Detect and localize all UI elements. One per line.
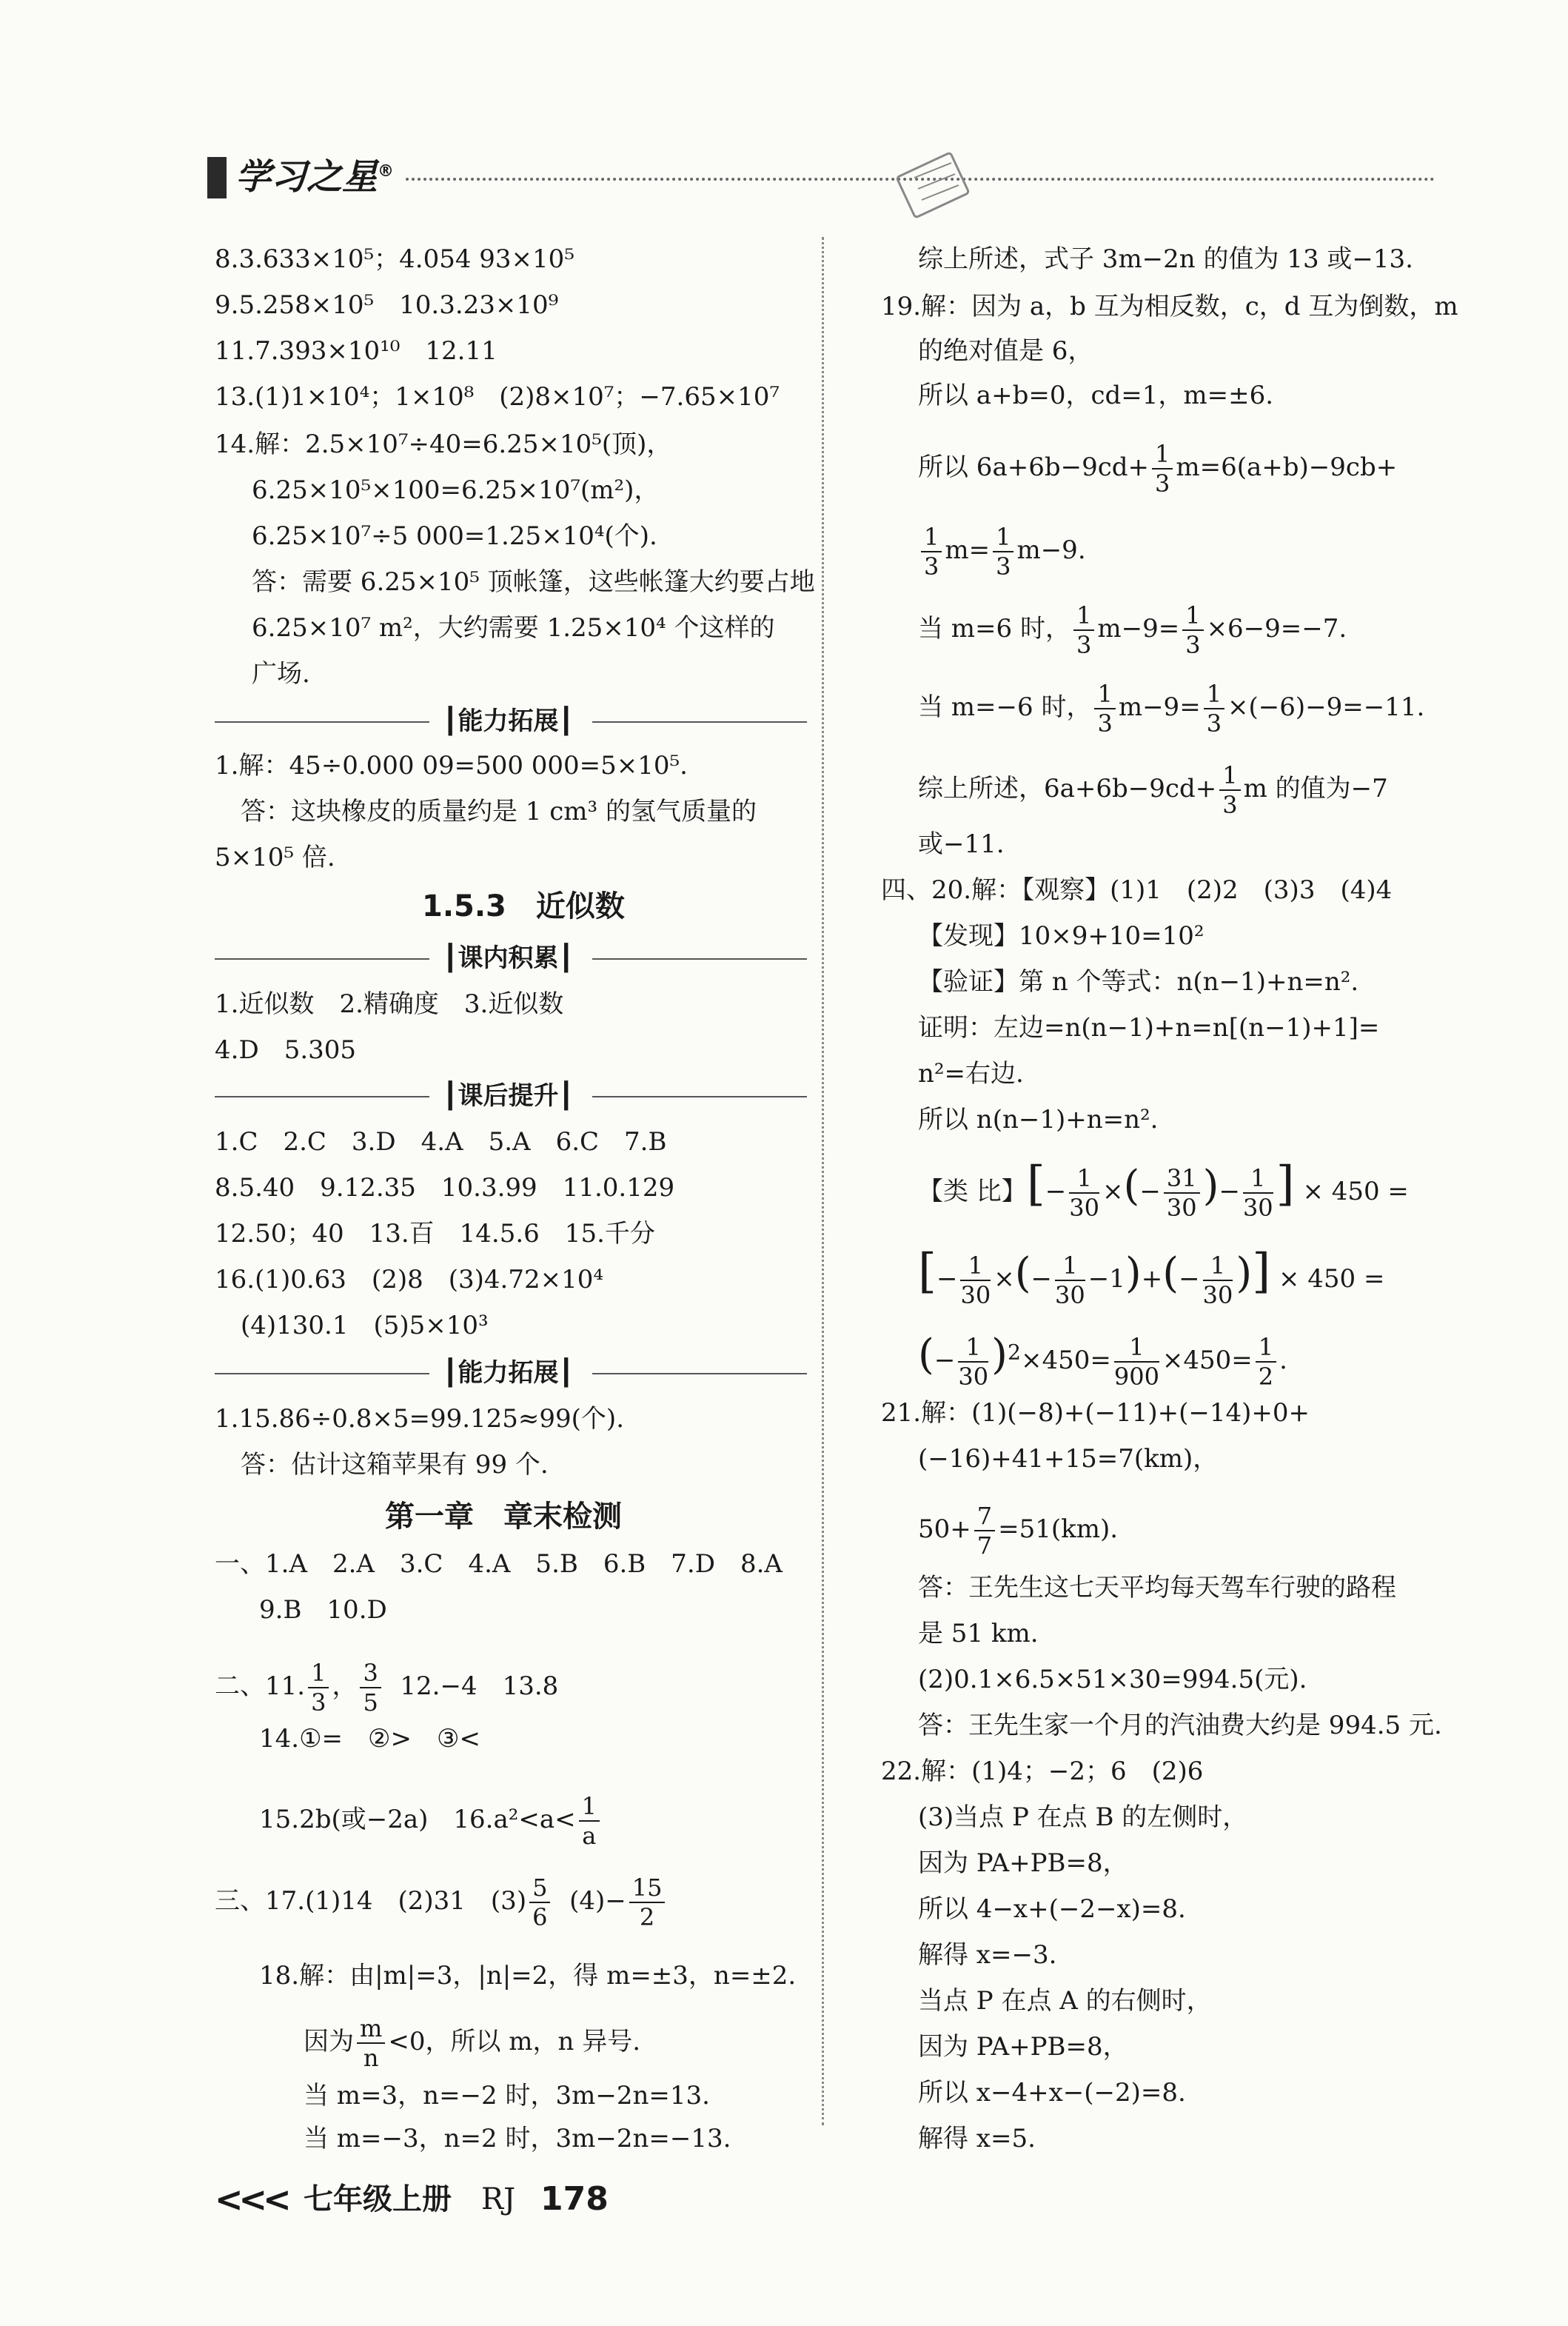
fraction-1-3: $\frac{1}{3}$ (921, 523, 942, 581)
header-bar-icon (207, 157, 227, 198)
section-rule-right (592, 958, 807, 960)
q19-line6: 当 m=6 时， $\frac{1}{3}$ m−9= $\frac{1}{3}$ ×6−9=−7. (918, 601, 1347, 659)
ch-q11-12-13: 二、11. $\frac{1}{3}$ ， $\frac{3}{5}$ 12.−4 13.8 (215, 1659, 559, 1717)
kehou-line3: 12.50；40 13.百 14.5.6 15.千分 (215, 1219, 655, 1249)
section-rule-right (592, 721, 807, 723)
fraction-m-n: $\frac{m}{n}$ (357, 2014, 385, 2072)
q21-line6: (2)0.1×6.5×51×30=994.5(元). (918, 1665, 1307, 1694)
section-header-nengli-1 (215, 705, 807, 738)
ch-part1-line1: 一、1.A 2.A 3.C 4.A 5.B 6.B 7.D 8.A (215, 1549, 783, 1579)
ch-q14: 14.①= ②> ③< (259, 1724, 480, 1754)
fraction-1-2: $\frac{1}{2}$ (1256, 1333, 1276, 1391)
q22-line7: 因为 PA+PB=8， (918, 2032, 1128, 2062)
answer-8: 8.3.633×10⁵；4.054 93×10⁵ (215, 244, 574, 274)
section-label: ┃能力拓展┃ (443, 1358, 574, 1388)
fraction-1-3: $\frac{1}{3}$ (1073, 601, 1094, 659)
fraction-1-30: $\frac{1}{30}$ (1055, 1251, 1085, 1309)
q20-analogy-line2: [− $\frac{1}{30}$ ×(− $\frac{1}{30}$ −1)+(− $\frac{1}{30}$ )] × 450 = (918, 1244, 1385, 1309)
section-label: ┃能力拓展┃ (443, 706, 574, 736)
q20-line4: 证明：左边=n(n−1)+n=n[(n−1)+1]= (918, 1013, 1380, 1043)
registered-mark: ® (378, 162, 395, 181)
q21-line7: 答：王先生家一个月的汽油费大约是 994.5 元. (918, 1711, 1442, 1740)
fraction-1-3: $\frac{1}{3}$ (1152, 440, 1173, 498)
fraction-1-3: $\frac{1}{3}$ (1094, 680, 1115, 738)
q20-line5: n²=右边. (918, 1059, 1024, 1089)
fraction-1-900: $\frac{1}{900}$ (1113, 1333, 1159, 1391)
kenei-line2: 4.D 5.305 (215, 1035, 357, 1065)
q22-line5: 解得 x=−3. (918, 1940, 1057, 1970)
q19-line2: 的绝对值是 6， (918, 336, 1093, 366)
section-rule-left (215, 721, 429, 723)
q19-line3: 所以 a+b=0，cd=1，m=±6. (918, 381, 1274, 410)
section-label: ┃课内积累┃ (443, 943, 574, 973)
answer-14-line4: 答：需要 6.25×10⁵ 顶帐篷，这些帐篷大约要占地 (252, 567, 815, 597)
fraction-1-30: $\frac{1}{30}$ (958, 1333, 989, 1391)
fraction-1-3: $\frac{1}{3}$ (993, 523, 1013, 581)
answer-14-line2: 6.25×10⁵×100=6.25×10⁷(m²)， (252, 475, 660, 505)
answer-14-line6: 广场. (252, 659, 310, 689)
ch-q18-line2: 因为 $\frac{m}{n}$ <0，所以 m，n 异号. (304, 2014, 641, 2072)
answer-9-10: 9.5.258×10⁵ 10.3.23×10⁹ (215, 290, 559, 320)
nengli1-line2: 答：这块橡皮的质量约是 1 cm³ 的氢气质量的 (241, 797, 757, 826)
section-rule-right (592, 1373, 807, 1374)
ch-q18-line1: 18.解：由|m|=3，|n|=2，得 m=±3，n=±2. (259, 1961, 797, 1991)
q22-line4: 所以 4−x+(−2−x)=8. (918, 1894, 1186, 1924)
fraction-1-a: $\frac{1}{a}$ (579, 1792, 600, 1850)
q22-line1: 22.解：(1)4；−2；6 (2)6 (881, 1757, 1204, 1786)
fraction-7-7: $\frac{7}{7}$ (974, 1502, 995, 1560)
q21-line3: 50+ $\frac{7}{7}$ =51(km). (918, 1502, 1119, 1560)
column-divider (822, 237, 824, 2125)
fraction-15-2: $\frac{15}{2}$ (629, 1874, 666, 1931)
q22-line8: 所以 x−4+x−(−2)=8. (918, 2078, 1186, 2108)
ch-q18-line4: 当 m=−3，n=2 时，3m−2n=−13. (304, 2124, 731, 2153)
q19-line5: $\frac{1}{3}$ m= $\frac{1}{3}$ m−9. (918, 523, 1086, 581)
ch-part1-line2: 9.B 10.D (259, 1595, 387, 1625)
fraction-1-30: $\frac{1}{30}$ (1202, 1251, 1233, 1309)
section-rule-left (215, 1096, 429, 1097)
q21-line2: (−16)+41+15=7(km)， (918, 1444, 1219, 1474)
q21-line4: 答：王先生这七天平均每天驾车行驶的路程 (918, 1573, 1396, 1603)
answer-11-12: 11.7.393×10¹⁰ 12.11 (215, 336, 497, 366)
fraction-3-5: $\frac{3}{5}$ (360, 1659, 381, 1717)
section-rule-left (215, 1373, 429, 1374)
fraction-1-30: $\frac{1}{30}$ (960, 1251, 991, 1309)
q22-line6: 当点 P 在点 A 的右侧时， (918, 1986, 1212, 2016)
section-title-1-5-3: 1.5.3 近似数 (422, 889, 625, 923)
q20-analogy-line1: 【类 比】[− $\frac{1}{30}$ ×(− $\frac{31}{30}$ )− $\frac{1}{30}$ ] × 450 = (918, 1157, 1409, 1222)
q19-line1: 19.解：因为 a，b 互为相反数，c，d 互为倒数，m (881, 292, 1458, 321)
fraction-1-30: $\frac{1}{30}$ (1242, 1164, 1273, 1222)
ch-q17: 三、17.(1)14 (2)31 (3) $\frac{5}{6}$ (4)− $\frac{15}{2}$ (215, 1874, 668, 1931)
kehou-line4: 16.(1)0.63 (2)8 (3)4.72×10⁴ (215, 1265, 603, 1294)
q20-line6: 所以 n(n−1)+n=n². (918, 1105, 1159, 1134)
fraction-1-30: $\frac{1}{30}$ (1069, 1164, 1099, 1222)
footer-grade: 七年级上册 (304, 2182, 452, 2216)
fraction-31-30: $\frac{31}{30}$ (1164, 1164, 1200, 1222)
q20-line3: 【验证】第 n 个等式：n(n−1)+n=n². (918, 967, 1359, 997)
q22-line9: 解得 x=5. (918, 2124, 1036, 2153)
nengli2-line1: 1.15.86÷0.8×5=99.125≈99(个). (215, 1404, 624, 1434)
section-rule-right (592, 1096, 807, 1097)
fraction-1-3: $\frac{1}{3}$ (1204, 680, 1224, 738)
q19-line8: 综上所述，6a+6b−9cd+ $\frac{1}{3}$ m 的值为−7 (918, 761, 1388, 819)
fraction-1-3: $\frac{1}{3}$ (1182, 601, 1203, 659)
footer-edition: RJ (481, 2182, 516, 2216)
q21-line5: 是 51 km. (918, 1619, 1039, 1648)
q20-line1: 四、20.解：【观察】(1)1 (2)2 (3)3 (4)4 (881, 875, 1393, 905)
section-rule-left (215, 958, 429, 960)
nengli1-line3: 5×10⁵ 倍. (215, 843, 335, 872)
header-stamp-icon (888, 148, 977, 222)
q22-line2: (3)当点 P 在点 B 的左侧时， (918, 1802, 1248, 1832)
answer-13: 13.(1)1×10⁴；1×10⁸ (2)8×10⁷；−7.65×10⁷ (215, 382, 780, 412)
section-label: ┃课后提升┃ (443, 1081, 574, 1111)
answer-14-line5: 6.25×10⁷ m²，大约需要 1.25×10⁴ 个这样的 (252, 613, 775, 643)
ch-q15-16: 15.2b(或−2a) 16.a²<a< $\frac{1}{a}$ (259, 1792, 603, 1850)
kenei-line1: 1.近似数 2.精确度 3.近似数 (215, 989, 564, 1019)
section-header-kenei (215, 942, 807, 975)
answer-14-line3: 6.25×10⁷÷5 000=1.25×10⁴(个). (252, 521, 657, 551)
kehou-line2: 8.5.40 9.12.35 10.3.99 11.0.129 (215, 1173, 675, 1203)
q19-line7: 当 m=−6 时， $\frac{1}{3}$ m−9= $\frac{1}{3}$ ×(−6)−9=−11. (918, 680, 1425, 738)
q22-line3: 因为 PA+PB=8， (918, 1848, 1128, 1878)
q19-line4: 所以 6a+6b−9cd+ $\frac{1}{3}$ m=6(a+b)−9cb+ (918, 440, 1398, 498)
page-number: 178 (540, 2180, 609, 2218)
q20-analogy-line3: (− $\frac{1}{30}$ )$^2$×450= $\frac{1}{900}$ ×450= $\frac{1}{2}$ . (918, 1331, 1287, 1391)
q19-line9: 或−11. (918, 829, 1005, 859)
fraction-1-3: $\frac{1}{3}$ (308, 1659, 329, 1717)
section-header-kehou (215, 1080, 807, 1112)
brand-text: 学习之星 (235, 156, 378, 198)
nengli1-line1: 1.解：45÷0.000 09=500 000=5×10⁵. (215, 751, 688, 781)
section-title-chapter1-test: 第一章 章末检测 (385, 1500, 622, 1534)
stamp-svg (888, 148, 977, 222)
answer-14-line1: 14.解：2.5×10⁷÷40=6.25×10⁵(顶)， (215, 430, 672, 459)
nengli2-line2: 答：估计这箱苹果有 99 个. (241, 1450, 549, 1480)
brand-title (235, 148, 394, 201)
ch-q18-line3: 当 m=3，n=−2 时，3m−2n=13. (304, 2081, 710, 2111)
kehou-line5: (4)130.1 (5)5×10³ (241, 1311, 489, 1340)
kehou-line1: 1.C 2.C 3.D 4.A 5.A 6.C 7.B (215, 1127, 667, 1157)
q20-line2: 【发现】10×9+10=10² (918, 921, 1205, 951)
fraction-1-3: $\frac{1}{3}$ (1219, 761, 1240, 819)
r-summary-1: 综上所述，式子 3m−2n 的值为 13 或−13. (918, 244, 1413, 274)
q21-line1: 21.解：(1)(−8)+(−11)+(−14)+0+ (881, 1398, 1310, 1428)
fraction-5-6: $\frac{5}{6}$ (529, 1874, 550, 1931)
section-header-nengli-2 (215, 1357, 807, 1389)
footer-arrows-icon: <<< (215, 2179, 287, 2219)
